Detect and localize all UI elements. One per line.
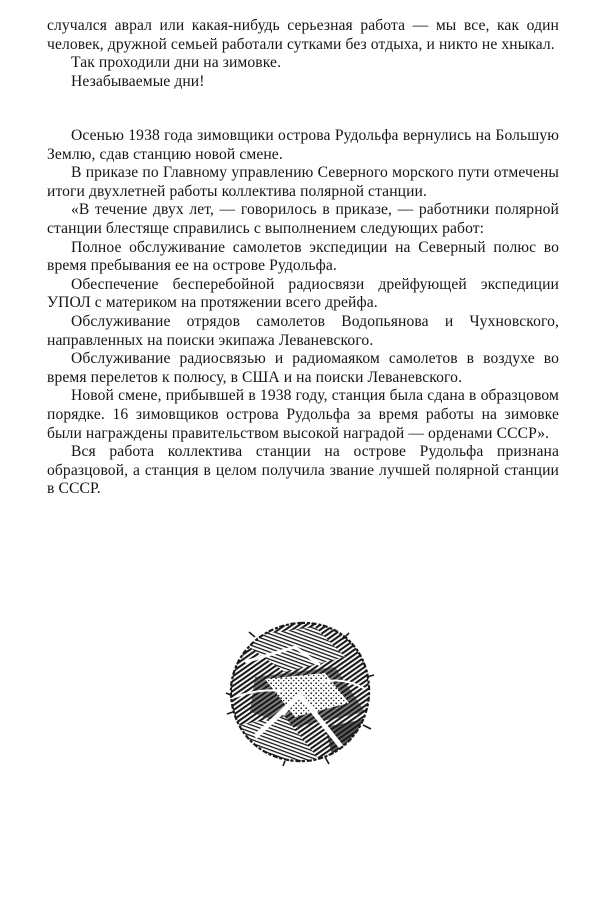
paragraph-intro-continuation: случался аврал или какая-нибудь серьезная работа — мы все, как один человек, дружной семьей работали сутками без отдыха, и никто не хныкал. (47, 17, 559, 53)
paragraph-days-passed: Так проходили дни на зимовке. (71, 54, 282, 72)
paragraph-radio-link: Обеспечение бесперебойной радиосвязи дрейфующей экспедиции УПОЛ с материком на протяжении всего дрейфа. (47, 275, 559, 312)
paragraph-best-station: Вся работа коллектива станции на острове Рудольфа признана образцовой, а станция в целом получила звание лучшей полярной станции в СССР. (47, 443, 559, 498)
paragraph-search-squadrons: Обслуживание отрядов самолетов Водопьянова и Чухновского, направленных на поиски экипажа Леваневского. (47, 312, 559, 349)
paragraph-order-summary: В приказе по Главному управлению Северного морского пути отмечены итоги двухлетней работы коллектива полярной станции. (47, 164, 559, 200)
engraved-globe-illustration (225, 617, 375, 767)
main-text-block (47, 127, 559, 499)
paragraph-new-shift-awards: Новой смене, прибывшей в 1938 году, станция была сдана в образцовом порядке. 16 зимовщиков острова Рудольфа за время работы на зимовке были награждены правительством высокой наградой — орденами СССР». (47, 387, 559, 442)
paragraph-return-1938: Осенью 1938 года зимовщики острова Рудольфа вернулись на Большую Землю, сдав станцию новой смене. (47, 127, 559, 163)
paragraph-aircraft-service: Полное обслуживание самолетов экспедиции на Северный полюс во время пребывания ее на острове Рудольфа. (47, 238, 559, 275)
paragraph-order-quote-start: «В течение двух лет, — говорилось в приказе, — работники полярной станции блестяще справились с выполнением следующих работ: (47, 201, 559, 237)
paragraph-unforgettable-days: Незабываемые дни! (71, 72, 205, 90)
paragraph-radio-beacon: Обслуживание радиосвязью и радиомаяком самолетов в воздухе во время перелетов к полюсу, в США и на поиски Леваневского. (47, 350, 559, 386)
intro-text-block (47, 17, 559, 91)
